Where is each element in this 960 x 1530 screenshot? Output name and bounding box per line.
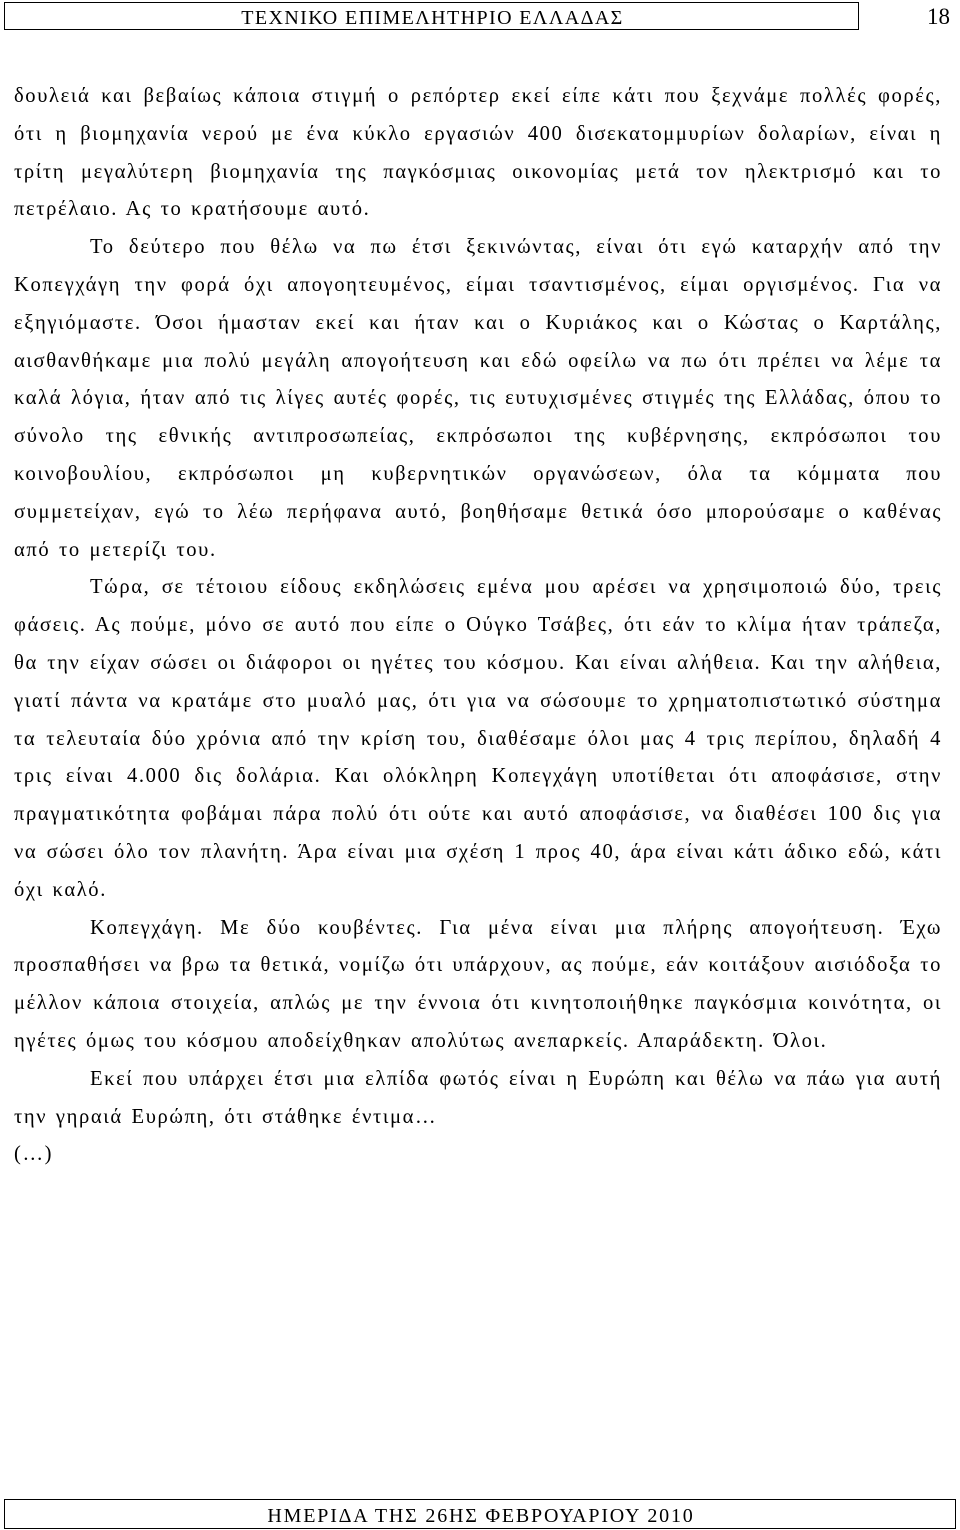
paragraph-4: Κοπεγχάγη. Με δύο κουβέντες. Για μένα είναι μια πλήρης απογοήτευση. Έχω προσπαθήσει να βρω τα θετικά, νομίζω ότι υπάρχουν, ας πούμε, εάν κοιτάξουν αισιόδοξα το μέλλον κάποια στοιχεία, απλώς με την έννοια ότι κινητοποιήθηκε παγκόσμια κοινότητα, οι ηγέτες όμως του κόσμου αποδείχθηκαν απολύτως ανεπαρκείς. Απαράδεκτη. Όλοι.: [14, 916, 942, 1052]
page-number: 18: [927, 4, 950, 29]
paragraph-1: δουλειά και βεβαίως κάποια στιγμή ο ρεπόρτερ εκεί είπε κάτι που ξεχνάμε πολλές φορές, ότι η βιομηχανία νερού με ένα κύκλο εργασιών 400 δισεκατομμυρίων δολαρίων, είναι η τρίτη μεγαλύτερη βιομηχανία της παγκόσμιας οικονομίας μετά τον ηλεκτρισμό και το πετρέλαιο. Ας το κρατήσουμε αυτό.: [14, 85, 942, 221]
header-box: [4, 2, 859, 30]
paragraph-2: Το δεύτερο που θέλω να πω έτσι ξεκινώντας, είναι ότι εγώ καταρχήν από την Κοπεγχάγη την φορά όχι απογοητευμένος, είμαι τσαντισμένος, είμαι οργισμένος. Για να εξηγιόμαστε. Όσοι ήμασταν εκεί και ήταν και ο Κυριάκος και ο Κώστας ο Καρτάλης, αισθανθήκαμε μια πολύ μεγάλη απογοήτευση και εδώ οφείλω να πω ότι πρέπει να λέμε τα καλά λόγια, ήταν από τις λίγες αυτές φορές, τις ευτυχισμένες στιγμές της Ελλάδας, όπου το σύνολο της εθνικής αντιπροσωπείας, εκπρόσωποι της κυβέρνησης, εκπρόσωποι του κοινοβουλίου, εκπρόσωποι μη κυβερνητικών οργανώσεων, όλα τα κόμματα που συμμετείχαν, εγώ το λέω περήφανα αυτό, βοηθήσαμε θετικά όσο μπορούσαμε ο καθένας από το μετερίζι του.: [14, 236, 942, 561]
footer-box: [4, 1499, 956, 1529]
body-text: [14, 78, 942, 1174]
paragraph-5: Εκεί που υπάρχει έτσι μια ελπίδα φωτός είναι η Ευρώπη και θέλω να πάω για αυτή την γηραιά Ευρώπη, ότι στάθηκε έντιμα…: [14, 1067, 942, 1128]
paragraph-3: Τώρα, σε τέτοιου είδους εκδηλώσεις εμένα μου αρέσει να χρησιμοποιώ δύο, τρεις φάσεις. Ας πούμε, μόνο σε αυτό που είπε ο Ούγκο Τσάβες, ότι εάν το κλίμα ήταν τράπεζα, θα την είχαν σώσει οι διάφοροι οι ηγέτες του κόσμου. Και είναι αλήθεια. Και την αλήθεια, γιατί πάντα να κρατάμε στο μυαλό μας, ότι για να σώσουμε το χρηματοπιστωτικό σύστημα τα τελευταία δύο χρόνια από την κρίση του, διαθέσαμε όλοι μας 4 τρις περίπου, δηλαδή 4 τρις είναι 4.000 δις δολάρια. Και ολόκληρη Κοπεγχάγη υποτίθεται ότι αποφάσισε, στην πραγματικότητα φοβάμαι πάρα πολύ ότι ούτε και αυτό αποφάσισε, να διαθέσει 100 δις για να σώσει όλο τον πλανήτη. Άρα είναι μια σχέση 1 προς 40, άρα είναι κάτι άδικο εδώ, κάτι όχι καλό.: [14, 576, 942, 901]
footer-text: ΗΜΕΡΙΔΑ ΤΗΣ 26ΗΣ ΦΕΒΡΟΥΑΡΙΟΥ 2010: [267, 1505, 695, 1527]
paragraph-ellipsis: (…): [14, 1143, 54, 1166]
header-title: ΤΕΧΝΙΚΟ ΕΠΙΜΕΛΗΤΗΡΙΟ ΕΛΛΑΔΑΣ: [241, 7, 624, 29]
